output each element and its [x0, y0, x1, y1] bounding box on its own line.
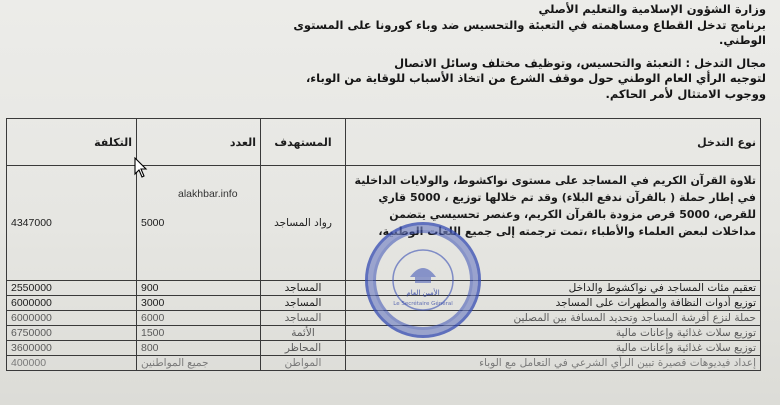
table-row: [7, 341, 761, 356]
site-watermark: alakhbar.info: [178, 188, 238, 200]
count-cell: 900: [137, 281, 261, 296]
target-cell: المحاظر: [261, 341, 346, 356]
type-cell: تعقيم مئات المساجد في نواكشوط والداخل: [346, 281, 761, 296]
table-header-row: [7, 119, 761, 166]
count-cell: 3000: [137, 296, 261, 311]
table-row: [7, 356, 761, 371]
cost-cell: 2550000: [7, 281, 137, 296]
cost-cell: 6000000: [7, 311, 137, 326]
main-intervention-text: تلاوة القرآن الكريم في المساجد على مستوى نواكشوط، والولايات الداخلية في إطار حملة ( بالقرآن ندفع البلاء) وقد تم خلالها توزيع ، 5000 قاري للقرص، 5000 قرص مزودة بالقرآن الكريم، وعنصر تحسيسي يتضمن مداخلات لبعض العلماء والأطباء ،تمت ترجمته إلى جميع اللغات الوطنية،: [354, 174, 756, 238]
count-cell: 1500: [137, 326, 261, 341]
header-count: العدد: [137, 119, 261, 166]
goal-line2: ووجوب الامتثال لأمر الحاكم.: [605, 86, 766, 101]
header-target: المستهدف: [261, 119, 346, 166]
count-cell: جميع المواطنين: [137, 356, 261, 371]
stamp-seal-icon: [368, 225, 478, 335]
mouse-cursor-icon: [134, 157, 148, 179]
count-cell: 6000: [137, 311, 261, 326]
goal-line1: لتوجيه الرأي العام الوطني حول موقف الشرع من اتخاذ الأسباب للوقاية من الوباء،: [305, 71, 766, 85]
ministry-name: وزارة الشؤون الإسلامية والتعليم الأصلي: [538, 2, 766, 16]
target-cell: الأئمة: [261, 326, 346, 341]
target-cell: المساجد: [261, 281, 346, 296]
type-cell: توزيع سلات غذائية وإعانات مالية: [346, 326, 761, 341]
target-cell: المواطن: [261, 356, 346, 371]
program-title-line1: برنامج تدخل القطاع ومساهمته في التعبئة والتحسيس ضد وباء كورونا على المستوى: [293, 17, 766, 32]
cost-cell: 400000: [7, 356, 137, 371]
document-header: [46, 2, 766, 102]
intervention-domain: مجال التدخل : التعبئة والتحسيس، وتوظيف مختلف وسائل الاتصال: [394, 55, 766, 70]
target-cell: رواد المساجد: [261, 166, 346, 281]
target-cell: المساجد: [261, 311, 346, 326]
header-type: نوع التدخل: [346, 119, 761, 166]
stamp-center-text: الأمين العام: [406, 289, 440, 297]
target-cell: المساجد: [261, 296, 346, 311]
header-cost: التكلفة: [7, 119, 137, 166]
cost-cell: 6000000: [7, 296, 137, 311]
cost-cell: 3600000: [7, 341, 137, 356]
type-cell: توزيع أدوات النظافة والمطهرات على المساجد: [346, 296, 761, 311]
official-stamp: [365, 222, 481, 338]
count-cell: 800: [137, 341, 261, 356]
count-cell: 5000: [137, 166, 261, 281]
type-cell: إعداد فيديوهات قصيرة تبين الرأي الشرعي في التعامل مع الوباء: [346, 356, 761, 371]
cost-cell: 6750000: [7, 326, 137, 341]
type-cell: توزيع سلات غذائية وإعانات مالية: [346, 341, 761, 356]
type-cell: حملة لنزع أفرشة المساجد وتحديد المسافة بين المصلين: [346, 311, 761, 326]
cost-cell: 4347000: [7, 166, 137, 281]
stamp-center-text-fr: Le Secrétaire Général: [393, 301, 453, 307]
program-title-line2: الوطني.: [719, 33, 766, 47]
